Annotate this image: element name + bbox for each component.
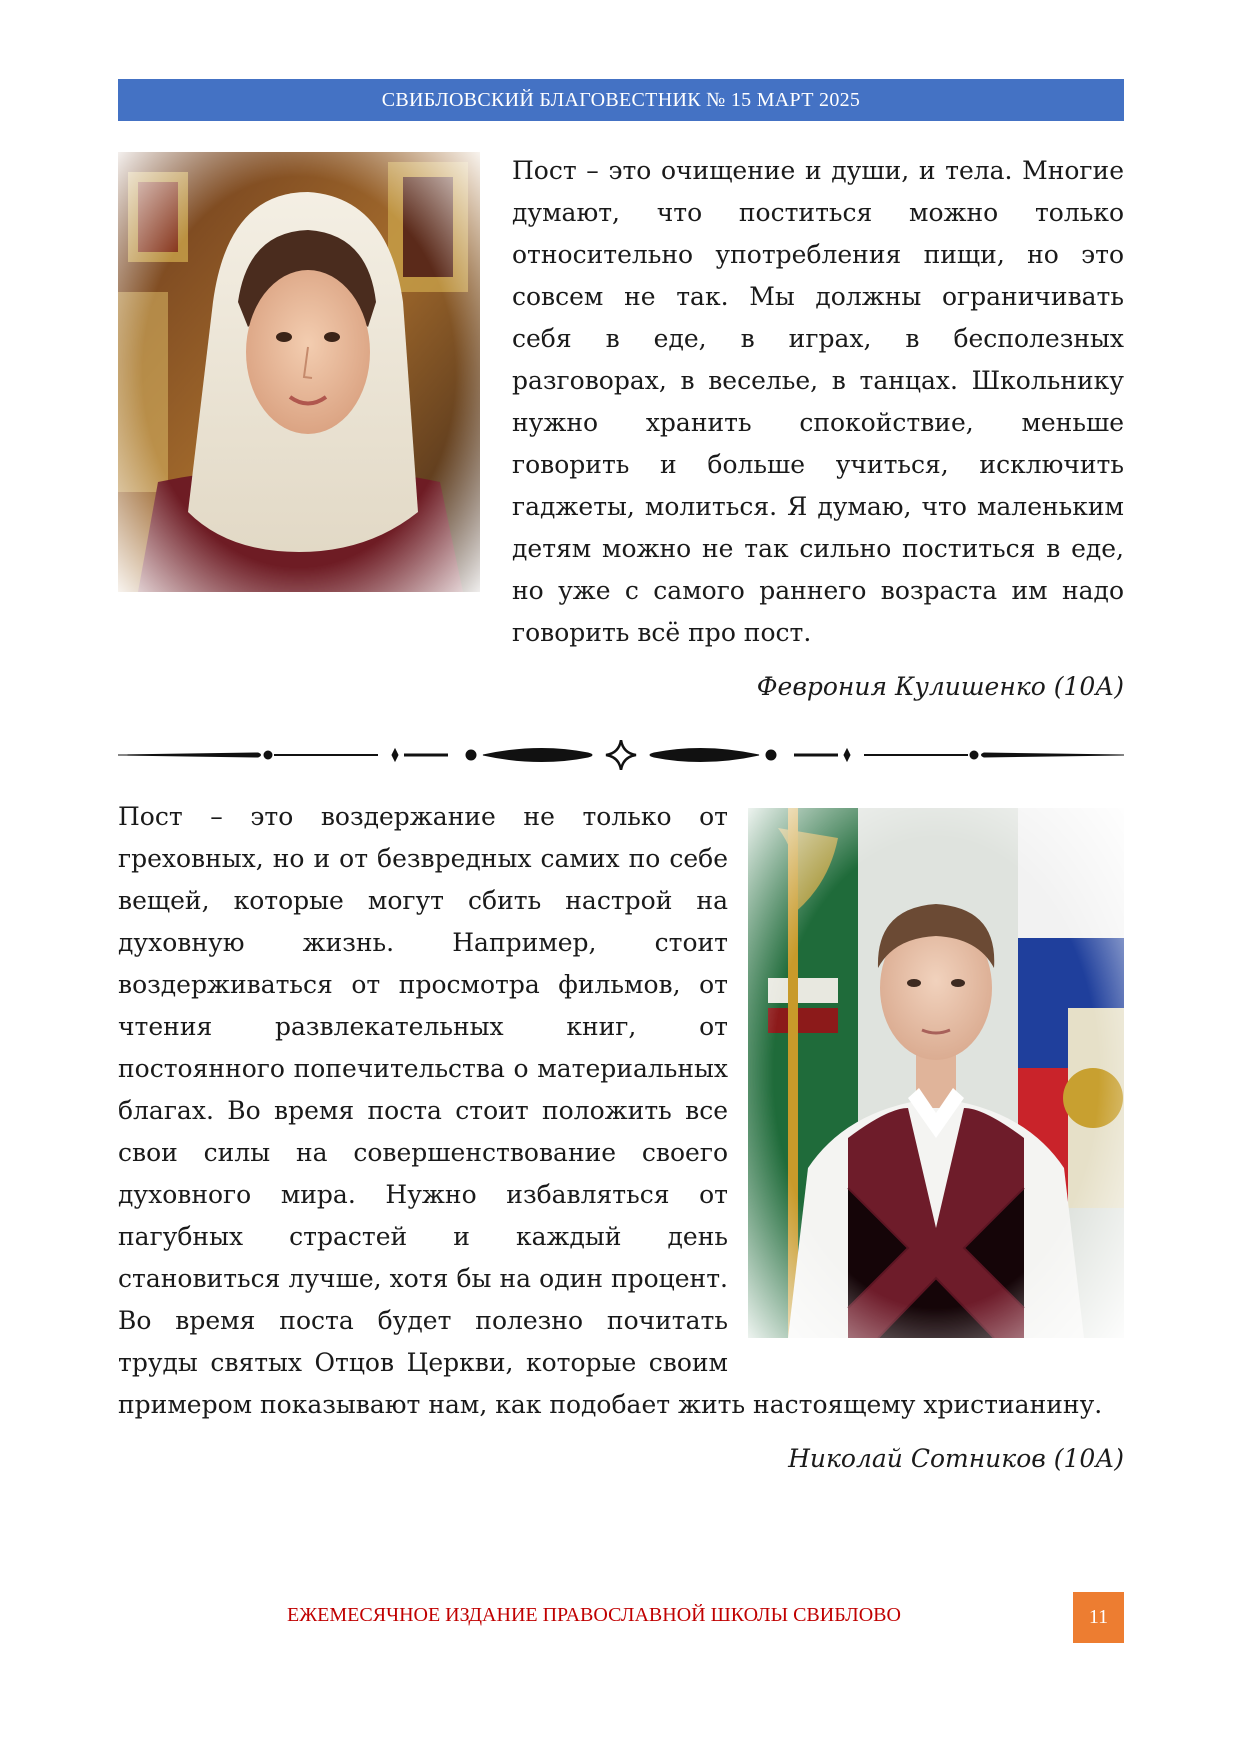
article-text: Пост – это очищение и души, и тела. Многие думают, что поститься можно только относительно употребления пищи, но это совсем не так. Мы должны ограничивать себя в еде, в играх, в бесполезных разговорах, в веселье, в танцах. Школьнику нужно хранить спокойствие, меньше говорить и больше учиться, исключить гаджеты, молиться. Я думаю, что маленьким детям можно не так сильно поститься в еде, но уже с самого раннего возраста им надо говорить всё про пост. — [512, 156, 1124, 647]
photo-spacer — [728, 796, 1124, 1344]
footer-caption: ЕЖЕМЕСЯЧНОЕ ИЗДАНИЕ ПРАВОСЛАВНОЙ ШКОЛЫ СВИБЛОВО — [287, 1604, 901, 1626]
article-author: Феврония Кулишенко (10А) — [756, 672, 1124, 701]
article-author: Николай Сотников (10А) — [788, 1444, 1124, 1473]
article-nikolai — [118, 796, 1124, 1480]
newsletter-header — [118, 79, 1124, 121]
page-number-badge: 11 — [1073, 1592, 1124, 1643]
newsletter-title: СВИБЛОВСКИЙ БЛАГОВЕСТНИК № 15 МАРТ 2025 — [381, 89, 861, 111]
article-fevronia — [118, 150, 1124, 708]
article-text: Пост – это воздержание не только от греховных, но и от безвредных самих по себе вещей, которые могут сбить настрой на духовную жизнь. Например, стоит воздерживаться от просмотра фильмов, от чтения развлекательных книг, от постоянного попечительства о материальных благах. Во время поста стоит положить все свои силы на совершенствование своего духовного мира. Нужно избавляться от пагубных страстей и каждый день становиться лучше, хотя бы на один процент. Во время поста будет полезно почитать труды святых Отцов Церкви, которые своим примером показывают нам, как подобает жить настоящему христианину. — [118, 802, 1103, 1419]
photo-spacer — [118, 150, 512, 620]
ornamental-divider — [118, 740, 1124, 770]
